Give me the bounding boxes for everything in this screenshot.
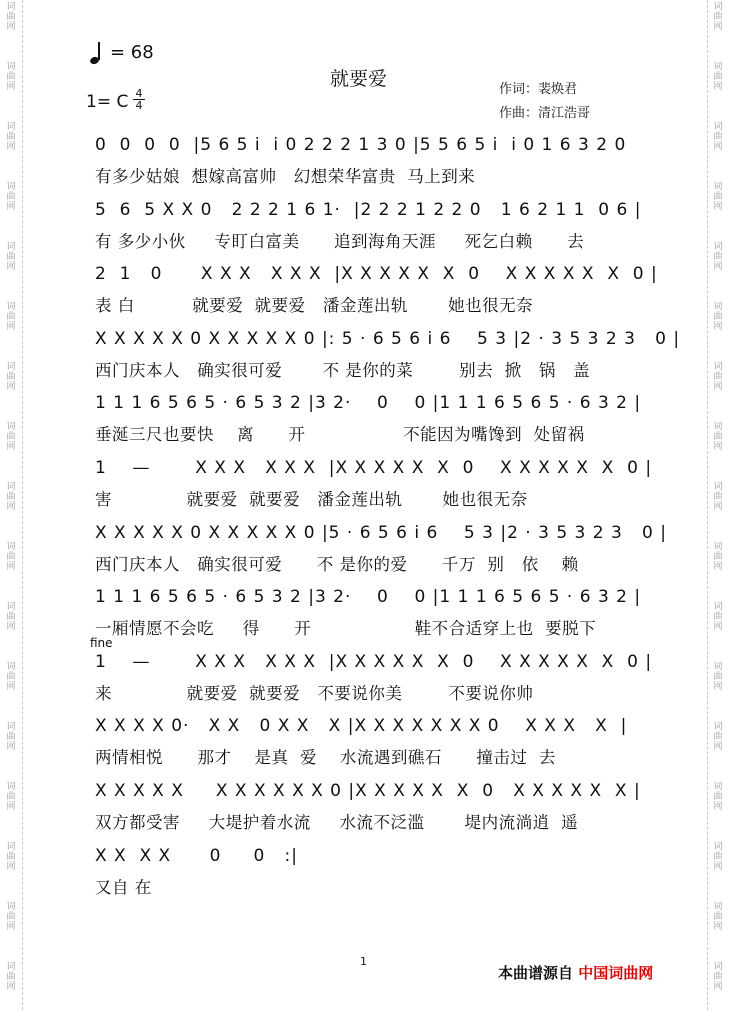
meter-bottom: 4 bbox=[133, 99, 145, 111]
lyric-line: 西门庆本人 确实很可爱 不 是你的菜 别去 掀 锅 盖 bbox=[95, 360, 591, 380]
source-credit bbox=[498, 962, 653, 983]
watermark-text: 词 曲 网 bbox=[6, 962, 16, 992]
melody-line: X X X X X 0 X X X X X 0 |5 · 6 5 6 i 6 5 3 |2 · 3 5 3 2 3 0 | bbox=[95, 522, 667, 543]
song-title: 就要爱 bbox=[330, 68, 388, 90]
time-signature bbox=[133, 88, 145, 111]
watermark-text: 词 曲 网 bbox=[6, 662, 16, 692]
lyric-line: 害 就要爱 就要爱 潘金莲出轨 她也很无奈 bbox=[95, 490, 528, 509]
meter-top: 4 bbox=[135, 87, 143, 100]
right-watermark-strip bbox=[711, 0, 725, 1010]
watermark-text: 词 曲 网 bbox=[6, 782, 16, 812]
watermark-text: 词 曲 网 bbox=[713, 182, 723, 212]
right-dashed-rule bbox=[707, 0, 708, 1010]
watermark-text: 词 曲 网 bbox=[6, 122, 16, 152]
watermark-text: 词 曲 网 bbox=[713, 362, 723, 392]
lyric-line: 表 白 就要爱 就要爱 潘金莲出轨 她也很无奈 bbox=[95, 296, 534, 316]
lyric-line: 有多少姑娘 想嫁高富帅 幻想荣华富贵 马上到来 bbox=[95, 167, 476, 186]
watermark-text: 词 曲 网 bbox=[713, 62, 723, 92]
melody-line: 1 — X X X X X X |X X X X X X 0 X X X X X X 0 | bbox=[95, 651, 653, 672]
watermark-text: 词 曲 网 bbox=[713, 602, 723, 632]
lyric-line: 一厢情愿不会吃 得 开 鞋不合适穿上也 要脱下 bbox=[95, 619, 597, 639]
watermark-text: 词 曲 网 bbox=[713, 242, 723, 272]
watermark-text: 词 曲 网 bbox=[6, 302, 16, 332]
melody-line: 5 6 5 X X 0 2 2 2 1 6 1· |2 2 2 1 2 2 0 1 6 2 1 1 0 6 | bbox=[95, 199, 642, 220]
composer-credit: 作曲：清江浩哥 bbox=[499, 106, 591, 121]
left-watermark-strip bbox=[4, 0, 18, 1010]
melody-line: 1 1 1 6 5 6 5 · 6 5 3 2 |3 2· 0 0 |1 1 1 6 5 6 5 · 6 3 2 | bbox=[95, 393, 642, 414]
watermark-text: 词 曲 网 bbox=[6, 182, 16, 212]
melody-line: 0 0 0 0 |5 6 5 i i 0 2 2 2 1 3 0 |5 5 6 5 i i 0 1 6 3 2 0 bbox=[95, 135, 627, 155]
watermark-text: 词 曲 网 bbox=[6, 242, 16, 272]
watermark-text: 词 曲 网 bbox=[713, 962, 723, 992]
lyric-line: 有 多少小伙 专盯白富美 追到海角天涯 死乞白赖 去 bbox=[95, 231, 585, 251]
watermark-text: 词 曲 网 bbox=[713, 422, 723, 452]
watermark-text: 词 曲 网 bbox=[713, 722, 723, 752]
quarter-note-icon bbox=[90, 42, 100, 64]
tempo-marking bbox=[90, 42, 154, 64]
watermark-text: 词 曲 网 bbox=[713, 122, 723, 152]
key-signature: 1= C bbox=[86, 92, 129, 112]
watermark-text: 词 曲 网 bbox=[6, 362, 16, 392]
watermark-text: 词 曲 网 bbox=[6, 722, 16, 752]
watermark-text: 词 曲 网 bbox=[6, 482, 16, 512]
credits bbox=[499, 78, 590, 126]
melody-line: 2 1 0 X X X X X X |X X X X X X 0 X X X X X X 0 | bbox=[95, 264, 658, 285]
melody-line: 1 — X X X X X X |X X X X X X 0 X X X X X X 0 | bbox=[95, 458, 653, 478]
tempo-value: = 68 bbox=[110, 42, 154, 63]
watermark-text: 词 曲 网 bbox=[713, 482, 723, 512]
watermark-text: 词 曲 网 bbox=[6, 62, 16, 92]
watermark-text: 词 曲 网 bbox=[713, 782, 723, 812]
watermark-text: 词 曲 网 bbox=[713, 2, 723, 32]
watermark-text: 词 曲 网 bbox=[6, 422, 16, 452]
watermark-text: 词 曲 网 bbox=[713, 542, 723, 572]
watermark-text: 词 曲 网 bbox=[713, 902, 723, 932]
watermark-text: 词 曲 网 bbox=[713, 302, 723, 332]
melody-line: X X X X 0 0 :| bbox=[95, 845, 298, 866]
lyric-line: 又自 在 bbox=[95, 877, 152, 897]
watermark-text: 词 曲 网 bbox=[6, 2, 16, 32]
watermark-text: 词 曲 网 bbox=[6, 542, 16, 572]
lyric-line: 来 就要爱 就要爱 不要说你美 不要说你帅 bbox=[95, 683, 534, 703]
page-number: 1 bbox=[360, 955, 367, 968]
melody-line: X X X X 0· X X 0 X X X |X X X X X X X 0 X X X X | bbox=[95, 716, 628, 737]
left-dashed-rule bbox=[22, 0, 23, 1010]
source-site[interactable]: 中国词曲网 bbox=[578, 964, 654, 982]
watermark-text: 词 曲 网 bbox=[6, 902, 16, 932]
lyric-line: 西门庆本人 确实很可爱 不 是你的爱 千万 别 依 赖 bbox=[95, 554, 579, 574]
lyric-line: 垂涎三尺也要快 离 开 不能因为嘴馋到 处留祸 bbox=[95, 425, 585, 445]
melody-line: X X X X X X X X X X X 0 |X X X X X X 0 X X X X X X | bbox=[95, 781, 641, 801]
watermark-text: 词 曲 网 bbox=[713, 842, 723, 872]
fine-marker: fine bbox=[90, 635, 113, 650]
source-label: 本曲谱源自 bbox=[498, 964, 574, 982]
lyric-line: 两情相悦 那才 是真 爱 水流遇到礁石 撞击过 去 bbox=[95, 748, 556, 768]
watermark-text: 词 曲 网 bbox=[6, 842, 16, 872]
melody-line: 1 1 1 6 5 6 5 · 6 5 3 2 |3 2· 0 0 |1 1 1 6 5 6 5 · 6 3 2 | bbox=[95, 587, 642, 608]
lyricist-credit: 作词：裴焕君 bbox=[499, 82, 578, 97]
watermark-text: 词 曲 网 bbox=[713, 662, 723, 692]
watermark-text: 词 曲 网 bbox=[6, 602, 16, 632]
lyric-line: 双方都受害 大堤护着水流 水流不泛滥 堤内流淌逍 遥 bbox=[95, 813, 579, 832]
melody-line: X X X X X 0 X X X X X 0 |: 5 · 6 5 6 i 6 5 3 |2 · 3 5 3 2 3 0 | bbox=[95, 328, 681, 349]
